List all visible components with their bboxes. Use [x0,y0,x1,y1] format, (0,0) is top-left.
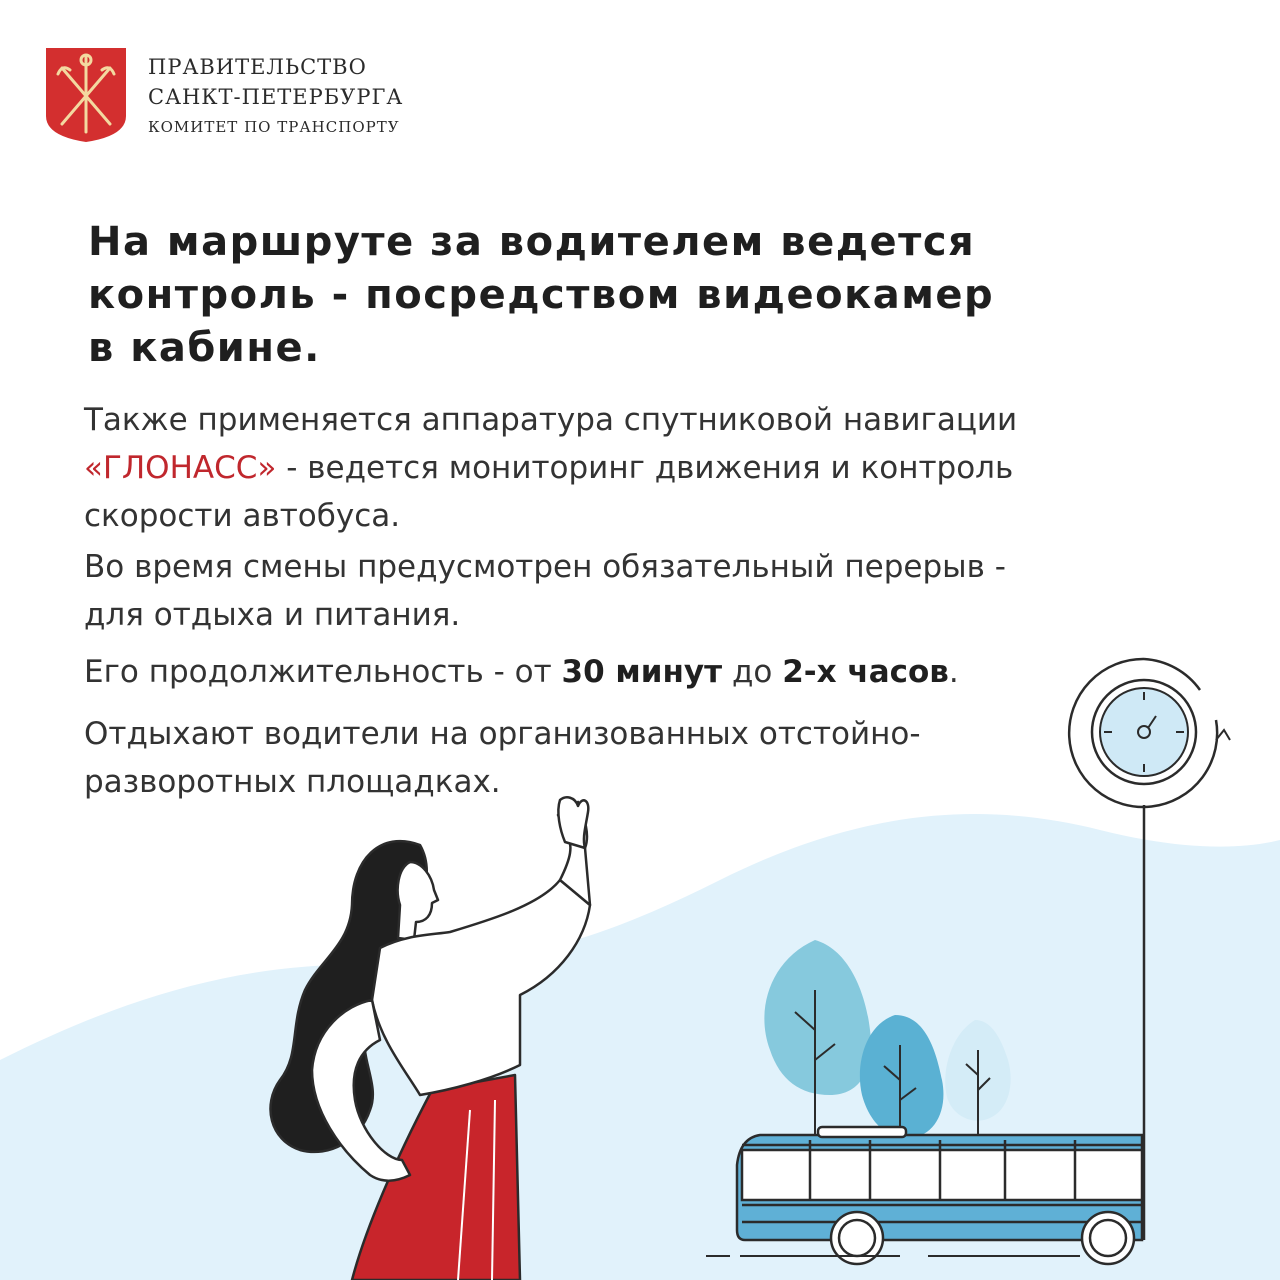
paragraph-break [84,543,1224,639]
paragraph-text: до [722,654,783,690]
paragraph-line: Отдыхают водители на организованных отстойно- [84,716,921,752]
tree-icon [945,1020,1010,1140]
paragraph-rest-areas [84,710,1224,806]
paragraph-line [84,444,1224,492]
paragraph-text: . [948,654,959,690]
title-line-3: в кабине. [88,325,321,371]
background-blob [0,814,1280,1280]
duration-min: 30 минут [561,654,723,690]
paragraph-line: для отдыха и питания. [84,597,461,633]
org-line-1: ПРАВИТЕЛЬСТВО [148,55,367,79]
bus-icon [737,1127,1142,1264]
paragraph-line: разворотных площадках. [84,764,501,800]
paragraph-line: Также применяется аппаратура спутниковой навигации [84,402,1018,438]
org-line-2: САНКТ-ПЕТЕРБУРГА [148,85,404,109]
tree-icon [860,1015,944,1150]
header [44,46,403,144]
title-line-1: На маршруте за водителем ведется [88,219,976,265]
title-line-2: контроль - посредством видеокамер [88,272,995,318]
page-title [88,216,1208,375]
glonass-highlight: «ГЛОНАСС» [84,450,277,486]
paragraph-duration [84,648,1224,696]
tree-icon [764,940,871,1140]
organization-name [148,52,403,142]
paragraph-text: Его продолжительность - от [84,654,562,690]
org-line-3: КОМИТЕТ ПО ТРАНСПОРТУ [148,118,400,136]
paragraph-text: - ведется мониторинг движения и контроль [276,450,1014,486]
paragraph-line: Во время смены предусмотрен обязательный перерыв - [84,549,1006,585]
woman-figure [270,797,590,1280]
duration-max: 2-х часов [782,654,949,690]
paragraph-line: скорости автобуса. [84,498,401,534]
emblem-icon [44,46,128,144]
paragraph-glonass [84,396,1224,540]
